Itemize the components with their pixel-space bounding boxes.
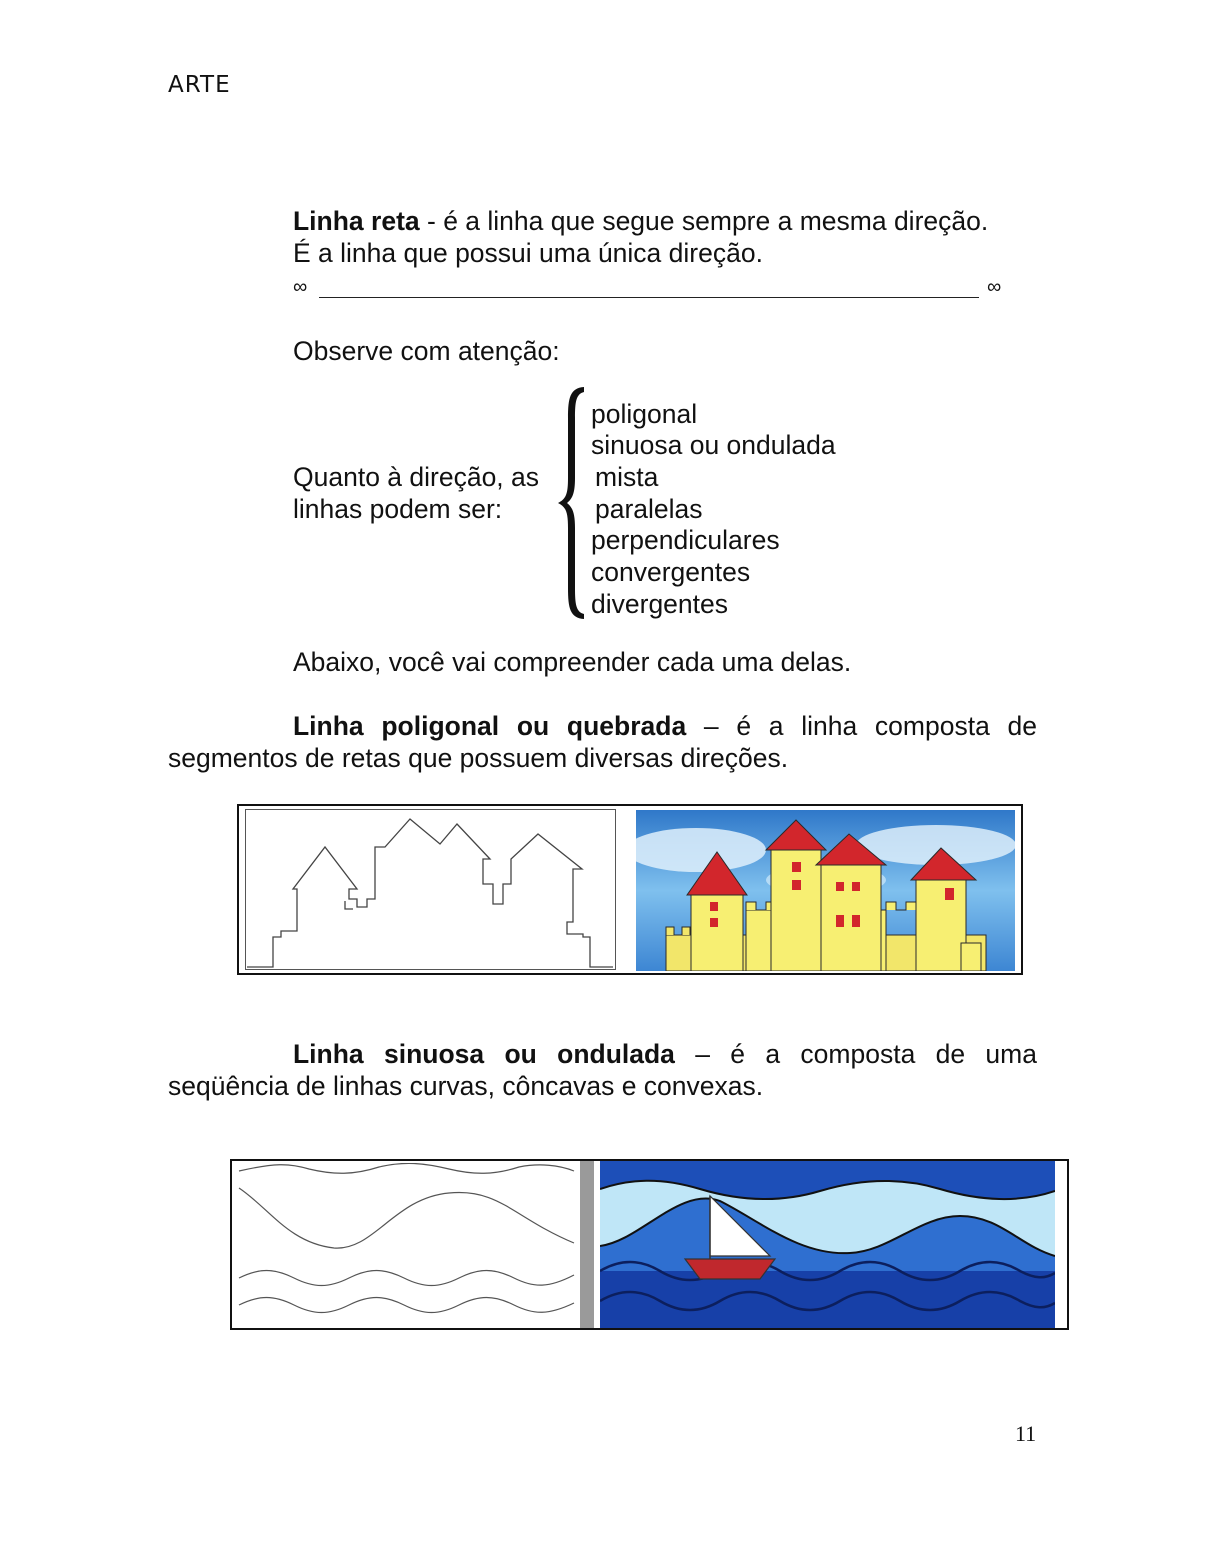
wavy-lines-drawing [234, 1163, 579, 1328]
sinuosa-text: – é a composta de uma [674, 1039, 1037, 1069]
sea-colored-painting [600, 1161, 1055, 1328]
castle-outline-drawing [245, 809, 617, 971]
figure-divider [580, 1161, 594, 1328]
intro-below-text: Abaixo, você vai compreender cada uma delas. [293, 647, 852, 677]
castle-colored-painting [636, 810, 1015, 971]
type-poligonal: poligonal [591, 399, 698, 429]
waves-figure [230, 1159, 1069, 1330]
classification-label-1: Quanto à direção, as [293, 462, 540, 492]
type-paralelas: paralelas [595, 494, 703, 524]
sinuosa-definition-line2: seqüência de linhas curvas, côncavas e convexas. [168, 1071, 764, 1101]
linha-reta-text: - é a linha que segue sempre a mesma direção. [419, 206, 989, 236]
poligonal-term: Linha poligonal ou quebrada [293, 711, 687, 741]
infinite-line-example [293, 276, 1013, 302]
observe-text: Observe com atenção: [293, 336, 560, 366]
poligonal-text: – é a linha composta de [686, 711, 1037, 741]
infinity-left-symbol: ∞ [293, 276, 308, 298]
type-sinuosa: sinuosa ou ondulada [591, 430, 836, 460]
infinity-right-symbol: ∞ [987, 276, 1002, 298]
classification-label-2: linhas podem ser: [293, 494, 503, 524]
castle-figure [237, 804, 1023, 975]
poligonal-definition-line1 [293, 710, 1037, 742]
type-convergentes: convergentes [591, 557, 751, 587]
type-mista: mista [595, 462, 659, 492]
sinuosa-term: Linha sinuosa ou ondulada [293, 1039, 675, 1069]
type-perpendiculares: perpendiculares [591, 525, 780, 555]
type-divergentes: divergentes [591, 589, 729, 619]
linha-reta-term: Linha reta [293, 206, 420, 236]
page-number: 11 [1015, 1421, 1037, 1446]
straight-line [319, 297, 979, 298]
section-header: ARTE [168, 72, 231, 98]
linha-reta-definition [293, 205, 988, 237]
linha-reta-line2: É a linha que possui uma única direção. [293, 238, 763, 268]
poligonal-definition-line2: segmentos de retas que possuem diversas direções. [168, 743, 789, 773]
sinuosa-definition-line1 [293, 1038, 1037, 1070]
curly-brace-icon [556, 384, 588, 622]
